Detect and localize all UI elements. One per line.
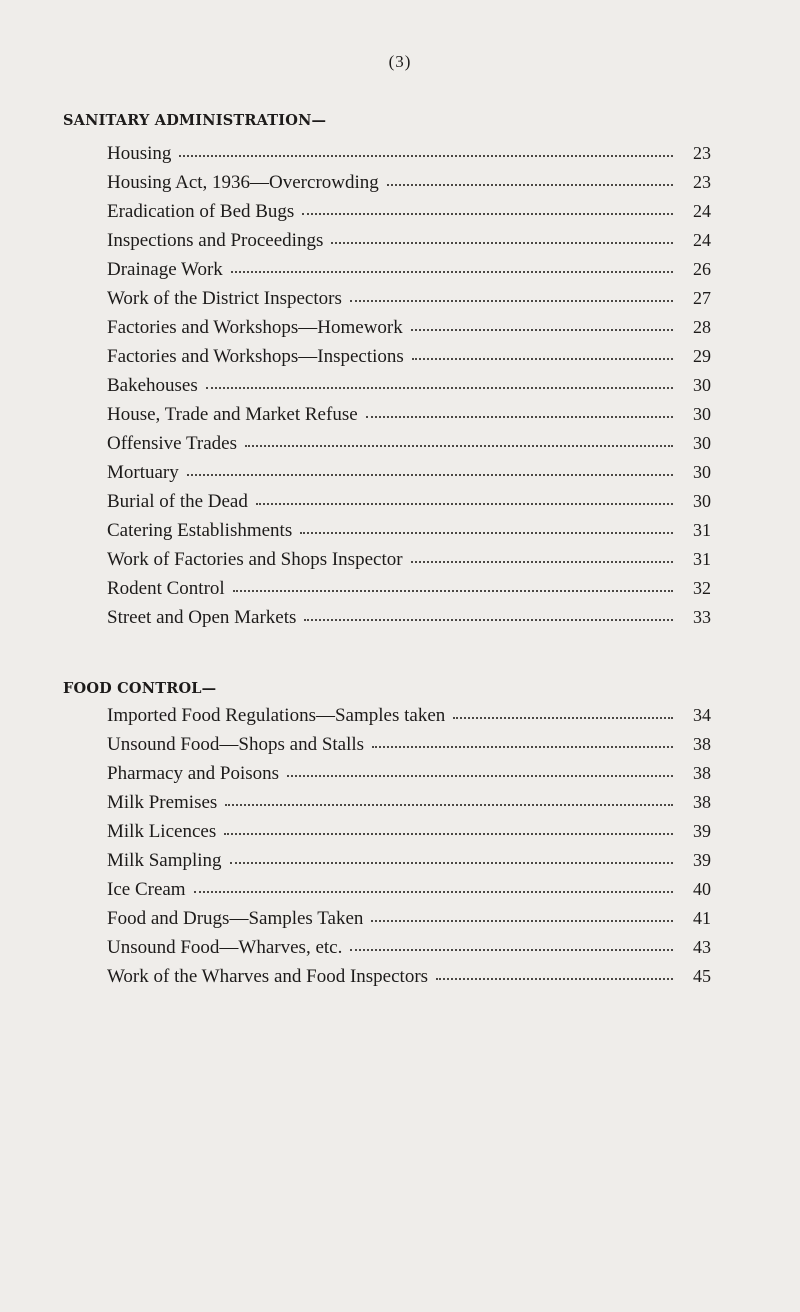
entry-label: Food and Drugs—Samples Taken [107, 908, 364, 929]
entry-page-number: 24 [693, 201, 711, 221]
dot-leader [194, 889, 673, 893]
toc-entry [107, 172, 711, 201]
dot-leader [233, 588, 673, 592]
entry-label: Milk Licences [107, 821, 217, 842]
entry-page-number: 30 [693, 491, 711, 511]
dot-leader [245, 443, 673, 447]
toc-entry [107, 734, 711, 763]
entry-page-number: 39 [693, 821, 711, 841]
entry-label: Offensive Trades [107, 433, 238, 454]
toc-entry [107, 317, 711, 346]
entry-label: Bakehouses [107, 375, 198, 396]
entry-page-number: 27 [693, 288, 711, 308]
dot-leader [412, 356, 673, 360]
toc-entry [107, 201, 711, 230]
toc-entry [107, 763, 711, 792]
toc-entry [107, 850, 711, 879]
dot-leader [372, 744, 673, 748]
entry-page-number: 40 [693, 879, 711, 899]
entry-page-number: 23 [693, 172, 711, 192]
entry-page-number: 23 [693, 143, 711, 163]
entry-label: Housing [107, 143, 172, 164]
entry-label: Burial of the Dead [107, 491, 248, 512]
dot-leader [366, 414, 673, 418]
entry-page-number: 38 [693, 792, 711, 812]
entry-page-number: 41 [693, 908, 711, 928]
toc-entry [107, 792, 711, 821]
entry-page-number: 31 [693, 520, 711, 540]
toc-entry [107, 908, 711, 937]
entry-label: Work of the District Inspectors [107, 288, 342, 309]
entry-page-number: 33 [693, 607, 711, 627]
entry-page-number: 38 [693, 763, 711, 783]
toc-entry [107, 549, 711, 578]
dot-leader [411, 559, 673, 563]
entry-page-number: 32 [693, 578, 711, 598]
toc-entry [107, 404, 711, 433]
dot-leader [304, 617, 673, 621]
dot-leader [230, 860, 673, 864]
dot-leader [187, 472, 673, 476]
toc-entry [107, 375, 711, 404]
entry-page-number: 26 [693, 259, 711, 279]
toc-entry [107, 491, 711, 520]
dot-leader [387, 182, 673, 186]
page-number: (3) [388, 52, 412, 71]
entry-page-number: 45 [693, 966, 711, 986]
entry-label: Inspections and Proceedings [107, 230, 324, 251]
toc-entry [107, 520, 711, 549]
toc-entry [107, 879, 711, 908]
dot-leader [225, 802, 673, 806]
dot-leader [331, 240, 673, 244]
dot-leader [411, 327, 673, 331]
toc-entry [107, 937, 711, 966]
entry-label: Milk Sampling [107, 850, 222, 871]
dot-leader [453, 715, 673, 719]
dot-leader [302, 211, 673, 215]
entry-label: Milk Premises [107, 792, 218, 813]
toc-entry [107, 346, 711, 375]
toc-entry [107, 259, 711, 288]
entry-label: Unsound Food—Wharves, etc. [107, 937, 343, 958]
entry-page-number: 30 [693, 462, 711, 482]
dot-leader [350, 298, 673, 302]
toc-entry [107, 143, 711, 172]
entry-label: Imported Food Regulations—Samples taken [107, 705, 446, 726]
entry-label: Drainage Work [107, 259, 223, 280]
entry-label: Housing Act, 1936—Overcrowding [107, 172, 379, 193]
dot-leader [231, 269, 673, 273]
section-heading: SANITARY ADMINISTRATION— [63, 112, 327, 129]
entry-label: Street and Open Markets [107, 607, 297, 628]
dot-leader [287, 773, 673, 777]
toc-entry [107, 230, 711, 259]
entry-page-number: 30 [693, 404, 711, 424]
entry-page-number: 24 [693, 230, 711, 250]
dot-leader [206, 385, 673, 389]
entry-page-number: 29 [693, 346, 711, 366]
dot-leader [350, 947, 673, 951]
section-heading: FOOD CONTROL— [63, 680, 217, 697]
entry-page-number: 38 [693, 734, 711, 754]
entry-label: Catering Establishments [107, 520, 293, 541]
entry-page-number: 30 [693, 433, 711, 453]
dot-leader [436, 976, 673, 980]
toc-entry [107, 607, 711, 636]
entry-label: House, Trade and Market Refuse [107, 404, 358, 425]
entry-label: Pharmacy and Poisons [107, 763, 280, 784]
entry-label: Work of the Wharves and Food Inspectors [107, 966, 429, 987]
toc-entry [107, 705, 711, 734]
entry-page-number: 28 [693, 317, 711, 337]
toc-entry [107, 462, 711, 491]
entry-page-number: 30 [693, 375, 711, 395]
toc-entry [107, 433, 711, 462]
dot-leader [300, 530, 673, 534]
toc-entry [107, 578, 711, 607]
dot-leader [256, 501, 673, 505]
entry-label: Eradication of Bed Bugs [107, 201, 295, 222]
entry-page-number: 39 [693, 850, 711, 870]
entry-label: Rodent Control [107, 578, 225, 599]
entry-label: Unsound Food—Shops and Stalls [107, 734, 365, 755]
entry-label: Ice Cream [107, 879, 186, 900]
entry-page-number: 43 [693, 937, 711, 957]
dot-leader [371, 918, 673, 922]
entry-label: Factories and Workshops—Inspections [107, 346, 404, 367]
toc-entry [107, 288, 711, 317]
entry-label: Work of Factories and Shops Inspector [107, 549, 403, 570]
entry-page-number: 31 [693, 549, 711, 569]
toc-entry [107, 821, 711, 850]
toc-entry [107, 966, 711, 995]
entry-label: Factories and Workshops—Homework [107, 317, 403, 338]
dot-leader [224, 831, 673, 835]
entry-page-number: 34 [693, 705, 711, 725]
entry-label: Mortuary [107, 462, 179, 483]
dot-leader [179, 153, 673, 157]
